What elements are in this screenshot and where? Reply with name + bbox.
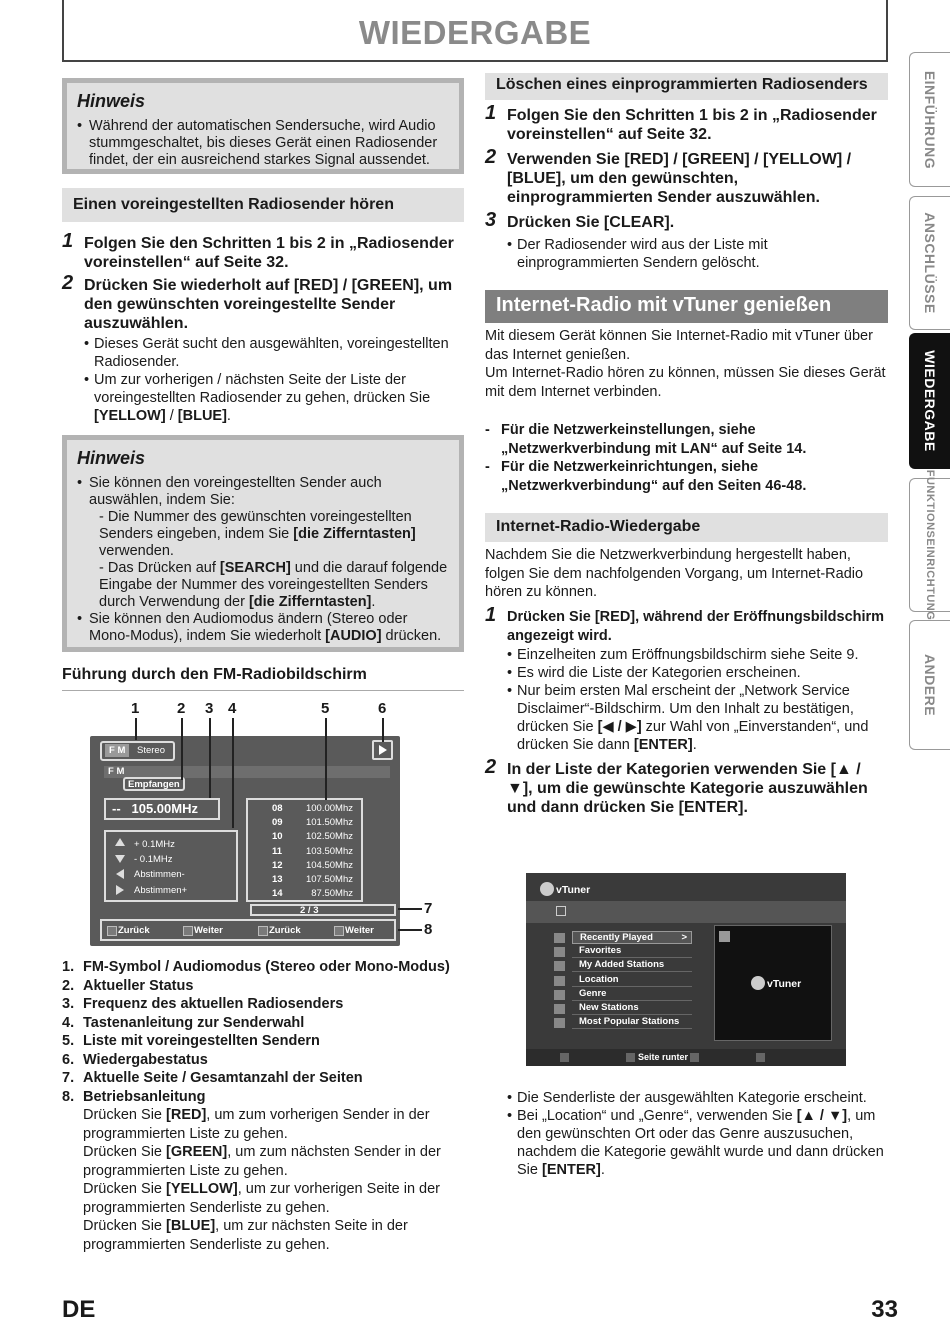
preset-number: 09 [272,817,283,829]
blue-button-icon[interactable] [334,926,344,936]
preset-number: 11 [272,845,283,857]
category-icon [554,1018,565,1028]
info-icon [719,931,730,942]
legend-8-line: Drücken Sie [BLUE], um zur nächsten Seite in der programmierten Senderliste zu gehen. [83,1218,408,1253]
vtuner-footer [526,1049,846,1066]
hint-box-2 [62,435,464,652]
vtuner-category-item[interactable] [554,988,694,1002]
category-icon [554,1004,565,1014]
step-3: 3 Drücken Sie [CLEAR]. [485,209,675,231]
steps-delete [485,102,888,272]
blue-button-icon[interactable] [756,1053,765,1062]
page-header [62,0,888,62]
side-tab-wiedergabe[interactable]: WIEDERGABE [909,333,950,469]
category-icon [554,990,565,1000]
preset-frequency: 87.50Mhz [311,888,353,900]
operation-buttons [100,919,396,941]
callout-6: 6 [378,700,387,717]
guide-up: + 0.1MHz [134,839,175,850]
vtuner-logo: vTuner [767,978,802,990]
callout-line-1 [135,718,137,740]
vtuner-category-item[interactable] [554,1016,694,1030]
preset-list [246,798,363,902]
section-heading-playback: Internet-Radio-Wiedergabe [485,513,888,542]
legend-item: 7. Aktuelle Seite / Gesamtanzahl der Seiten [62,1070,363,1086]
callout-2: 2 [177,700,186,717]
right-column [485,73,888,817]
category-icon [554,961,565,971]
preset-number: 08 [272,803,283,814]
preset-row[interactable] [248,846,361,859]
legend-item: 3. Frequenz des aktuellen Radiosenders [62,996,344,1012]
page-indicator: 2 / 3 [250,904,396,916]
preset-frequency: 107.50Mhz [305,874,353,885]
step-1: 1 Folgen Sie den Schritten 1 bis 2 in „Radiosender voreinstellen“ auf Seite 32. [62,230,454,271]
ref-lan[interactable]: - Für die Netzwerkeinstellungen, siehe „Netzwerkverbindung mit LAN“ auf Seite 14. [485,422,807,457]
category-label: Location [579,973,619,985]
legend-8-details [62,1106,464,1254]
category-label: Favorites [579,945,622,957]
ref-network[interactable]: - Für die Netzwerkeinrichtungen, siehe „Netzwerkverbindung“ auf den Seiten 46-48. [485,459,807,494]
preset-frequency: 103.50Mhz [305,845,353,857]
vtuner-category-item[interactable] [554,931,694,945]
hint-title: Hinweis [77,91,146,111]
preset-frequency: 100.00Mhz [305,803,353,814]
vtuner-category-item[interactable] [554,974,694,988]
vtuner-globe-icon [540,882,554,896]
callout-3: 3 [205,700,214,717]
steps-listen [62,230,464,425]
green-button-icon[interactable] [183,926,193,936]
preset-frequency: 102.50Mhz [305,831,353,843]
category-icon [554,947,565,957]
note-item: • Nur beim ersten Mal erscheint der „Network Service Disclaimer“-Bildschirm. Um den Inhalt zu bestätigen, drücken Sie [◀ / ▶] zur Wahl von „Einverstanden“, und drücken Sie dann [ENTER]. [507,682,888,754]
chevron-right-icon: > [681,932,687,943]
preset-number: 13 [272,874,283,885]
preset-row[interactable] [248,803,361,816]
note-item: • Dieses Gerät sucht den ausgewählten, voreingestellten Radiosender. [84,335,464,371]
preset-row[interactable] [248,874,361,887]
play-status-icon [372,740,393,760]
vtuner-intro: Mit diesem Gerät können Sie Internet-Radio mit vTuner über das Internet genießen. Um Internet-Radio hören zu können, müssen Sie dieses Gerät mit dem Internet verbinden. [485,328,886,400]
vtuner-preview-pane [714,925,832,1041]
frequency-display: -- 105.00MHz [104,798,220,820]
legend-8-line: Drücken Sie [YELLOW], um zur vorherigen Seite in der programmierten Senderliste zu gehen. [83,1181,440,1216]
hint-title: Hinweis [77,448,146,468]
step-1: 1 Folgen Sie den Schritten 1 bis 2 in „Radiosender voreinstellen“ auf Seite 32. [485,102,877,143]
guide-down: - 0.1MHz [134,854,173,865]
vtuner-category-list [554,931,694,1030]
preset-number: 10 [272,831,283,843]
callout-line-6 [382,718,384,742]
left-column [62,78,464,691]
callout-7: 7 [424,900,433,917]
tuning-guide [104,830,238,902]
green-button-icon[interactable] [626,1053,635,1062]
fm-row: F M [104,766,390,778]
guide-left: Abstimmen- [134,869,185,880]
legend-item: 6. Wiedergabestatus [62,1051,208,1068]
callout-4: 4 [228,700,237,717]
audio-mode: Stereo [137,745,165,756]
footer-language: DE [62,1296,96,1323]
step-1: 1 Drücken Sie [RED], während der Eröffnungsbildschirm angezeigt wird. [485,603,885,644]
fm-badge: F M [105,744,129,757]
category-notes [485,1089,888,1179]
next-label: Weiter [194,925,223,936]
legend-item: 4. Tastenanleitung zur Senderwahl [62,1014,305,1031]
callout-line-3 [209,718,211,798]
vtuner-screen [526,873,846,1066]
note-item: • Der Radiosender wird aus der Liste mit einprogrammierten Sendern gelöscht. [507,236,888,272]
callout-line-2 [181,718,183,780]
callout-line-4 [232,718,234,828]
vtuner-breadcrumb-bar [526,901,846,923]
callout-line-5 [325,718,327,800]
yellow-button-icon[interactable] [258,926,268,936]
step-2: 2 Verwenden Sie [RED] / [GREEN] / [YELLOW] / [BLUE], um den gewünschten, einprogrammierten Sender auszuwählen. [485,146,852,206]
guide-arrow-icons [114,837,126,897]
note-item: • Um zur vorherigen / nächsten Seite der Liste der voreingestellten Radiosender zu gehen, drücken Sie [YELLOW] / [BLUE]. [84,371,464,425]
note-item: • Einzelheiten zum Eröffnungsbildschirm siehe Seite 9. [507,646,888,664]
callout-line-8 [398,929,422,931]
side-tab-andere[interactable]: ANDERE [909,620,950,750]
callout-5: 5 [321,700,330,717]
preset-number: 14 [272,888,283,900]
page-title: WIEDERGABE [358,14,592,51]
legend-item: 5. Liste mit voreingestellten Sendern [62,1033,320,1049]
step-2-notes [62,335,464,425]
page-number: 33 [871,1296,898,1323]
note-item: • Es wird die Liste der Kategorien erscheinen. [507,664,888,682]
legend-item: 1. FM-Symbol / Audiomodus (Stereo oder Mono-Modus) [62,959,450,975]
back-label: Zurück [118,925,150,936]
preset-row[interactable] [248,831,361,844]
network-refs [485,421,888,495]
side-tab-einfuehrung[interactable]: EINFÜHRUNG [909,52,950,187]
callout-8: 8 [424,921,433,938]
hint-item: • Sie können den voreingestellten Sender auch auswählen, indem Sie: - Die Nummer des gewünschten voreingestellten Senders eingeben, indem Sie [die Zifferntasten] verwenden. - Das Drücken auf [SEARCH] und die darauf folgende Eingabe der Nummer des voreingestellten Senders durch Verwendung der [die Zifferntasten]. [77,475,449,611]
side-tab-anschluesse[interactable]: ANSCHLÜSSE [909,196,950,330]
note-item: • Bei „Location“ und „Genre“, verwenden Sie [▲ / ▼], um den gewünschten Ort oder das Genre auszusuchen, nachdem die Kategorie gewählt wurde und dann drücken Sie [ENTER]. [507,1107,888,1179]
hint-sub-item: - Die Nummer des gewünschten voreingestellten Senders eingeben, indem Sie [die Zifferntasten] verwenden. [99,509,416,559]
category-icon [554,933,565,943]
category-label: Most Popular Stations [579,1016,680,1028]
preset-frequency: 104.50Mhz [305,859,353,871]
steps-playback [485,603,888,817]
yellow-button-icon[interactable] [690,1053,699,1062]
preset-row[interactable] [248,860,361,873]
hint-item: • Während der automatischen Sendersuche, wird Audio stummgeschaltet, bis dieses Gerät einen Radiosender findet, der ein ausreichend starkes Signal aussendet. [77,118,449,169]
red-button-icon[interactable] [560,1053,569,1062]
legend-item: 8. Betriebsanleitung [62,1088,206,1105]
fm-radio-screen [90,736,400,946]
legend-8-line: Drücken Sie [RED], um zum vorherigen Sender in der programmierten Liste zu gehen. [83,1107,430,1142]
category-label: New Stations [579,1001,639,1013]
category-label: Genre [579,987,607,999]
fm-legend-list [62,958,464,1254]
hint-item: • Sie können den Audiomodus ändern (Stereo oder Mono-Modus), indem Sie wiederholt [AUDIO] drücken. [77,611,449,645]
preset-frequency: 101.50Mhz [305,817,353,829]
callout-1: 1 [131,700,140,717]
page-down-label: Seite runter [638,1052,689,1062]
guide-right: Abstimmen+ [134,885,188,896]
section-heading: Einen voreingestellten Radiosender hören [62,188,464,222]
callout-line-7 [398,908,422,910]
page-next-label: Weiter [345,925,374,936]
preset-number: 12 [272,859,283,871]
vtuner-category-item[interactable] [554,1002,694,1016]
vtuner-brand: vTuner [556,884,591,896]
vtuner-logo-icon [751,976,765,990]
home-icon[interactable] [556,906,566,916]
note-item: • Die Senderliste der ausgewählten Kategorie erscheint. [507,1089,888,1107]
vtuner-category-item[interactable] [554,959,694,973]
page-back-label: Zurück [269,925,301,936]
vtuner-category-item[interactable] [554,945,694,959]
legend-item: 2. Aktueller Status [62,977,194,994]
section-heading-vtuner: Internet-Radio mit vTuner genießen [485,290,888,323]
category-label: My Added Stations [579,959,665,971]
status-badge: Empfangen [123,777,185,791]
side-tab-funktionseinrichtung[interactable]: FUNKTIONSEINRICHTUNG [909,478,950,612]
playback-intro: Nachdem Sie die Netzwerkverbindung hergestellt haben, folgen Sie dem nachfolgenden Vorgang, um Internet-Radio hören zu können. [485,547,864,600]
legend-8-line: Drücken Sie [GREEN], um zum nächsten Sender in der programmierten Liste zu gehen. [83,1144,441,1179]
hint-box-1 [62,78,464,174]
preset-row[interactable] [248,888,361,901]
step-2: 2 Drücken Sie wiederholt auf [RED] / [GREEN], um den gewünschten voreingestellte Sender auszuwählen. [62,272,453,332]
step-2: 2 In der Liste der Kategorien verwenden Sie [▲ / ▼], um die gewünschte Kategorie auszuwählen und dann drücken Sie [ENTER]. [485,755,868,816]
category-label: Recently Played [580,932,653,943]
section-heading-delete: Löschen eines einprogrammierten Radiosenders [485,73,888,100]
category-icon [554,976,565,986]
hint-sub-item: - Das Drücken auf [SEARCH] und die darauf folgende Eingabe der Nummer des voreingestellten Senders durch Verwendung der [die Zifferntasten]. [99,560,448,610]
red-button-icon[interactable] [107,926,117,936]
section-heading-fm: Führung durch den FM-Radiobildschirm [62,666,464,691]
preset-row[interactable] [248,817,361,830]
